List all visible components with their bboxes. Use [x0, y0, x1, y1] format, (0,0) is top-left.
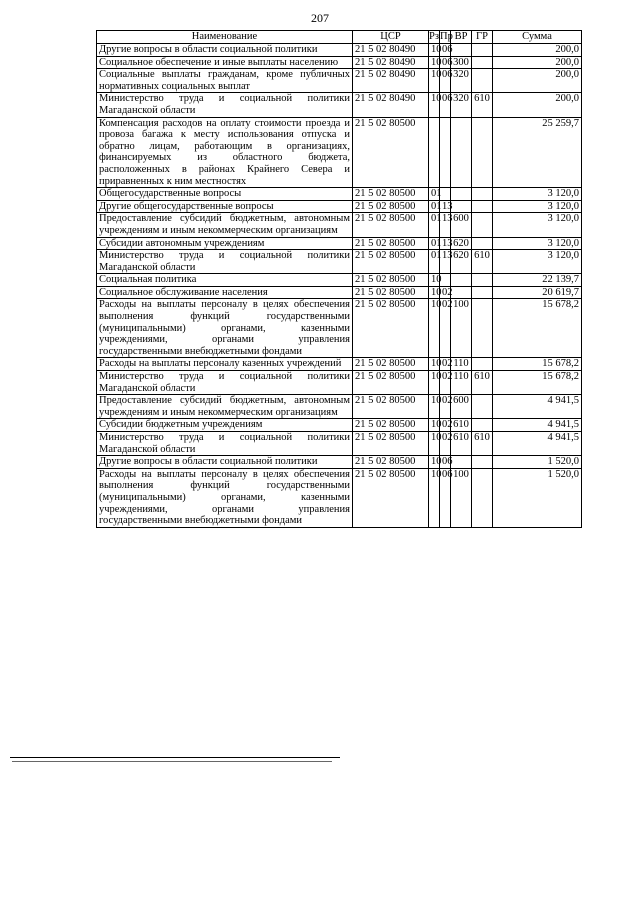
cell-csr: 21 5 02 80500: [353, 250, 429, 274]
cell-rz: 10: [429, 419, 440, 432]
cell-rz: 01: [429, 200, 440, 213]
table-row: [97, 69, 582, 93]
cell-gr: [472, 237, 493, 250]
cell-gr: [472, 213, 493, 237]
cell-rz: 10: [429, 468, 440, 527]
cell-pr: 06: [440, 456, 451, 469]
table-row: [97, 237, 582, 250]
cell-name: Социальные выплаты гражданам, кроме публичных нормативных социальных выплат: [97, 69, 353, 93]
cell-sum: 200,0: [493, 44, 582, 57]
cell-csr: 21 5 02 80500: [353, 200, 429, 213]
cell-name: Общегосударственные вопросы: [97, 188, 353, 201]
cell-name: Другие общегосударственные вопросы: [97, 200, 353, 213]
cell-vr: [451, 44, 472, 57]
cell-gr: [472, 69, 493, 93]
cell-pr: 02: [440, 432, 451, 456]
cell-vr: [451, 456, 472, 469]
cell-sum: 3 120,0: [493, 200, 582, 213]
cell-pr: 13: [440, 237, 451, 250]
cell-csr: 21 5 02 80500: [353, 371, 429, 395]
footer-rule-secondary: [12, 761, 332, 762]
cell-gr: [472, 419, 493, 432]
cell-vr: 620: [451, 250, 472, 274]
cell-csr: 21 5 02 80500: [353, 456, 429, 469]
cell-vr: [451, 117, 472, 188]
cell-pr: 06: [440, 468, 451, 527]
cell-sum: 200,0: [493, 93, 582, 117]
cell-rz: 01: [429, 250, 440, 274]
cell-rz: 10: [429, 286, 440, 299]
cell-rz: 10: [429, 93, 440, 117]
table-row: [97, 188, 582, 201]
header-rz: Рз: [429, 31, 439, 42]
cell-name: Министерство труда и социальной политики Магаданской области: [97, 250, 353, 274]
table-row: [97, 419, 582, 432]
cell-rz: 10: [429, 395, 440, 419]
cell-vr: [451, 274, 472, 287]
cell-gr: [472, 200, 493, 213]
cell-gr: [472, 358, 493, 371]
table-row: [97, 274, 582, 287]
footer-rule: [10, 757, 340, 758]
table-row: [97, 468, 582, 527]
cell-pr: 02: [440, 371, 451, 395]
cell-sum: 200,0: [493, 56, 582, 69]
cell-rz: 01: [429, 188, 440, 201]
cell-csr: 21 5 02 80500: [353, 117, 429, 188]
cell-gr: [472, 286, 493, 299]
cell-csr: 21 5 02 80490: [353, 44, 429, 57]
cell-gr: [472, 56, 493, 69]
cell-name: Субсидии бюджетным учреждениям: [97, 419, 353, 432]
cell-gr: [472, 44, 493, 57]
cell-vr: 620: [451, 237, 472, 250]
cell-csr: 21 5 02 80500: [353, 286, 429, 299]
table-row: [97, 358, 582, 371]
budget-table: [96, 30, 582, 528]
cell-name: Расходы на выплаты персоналу в целях обеспечения выполнения функций государственными (муниципальными) органами, казенными учреждениями, органами управления государственными внебюджетными фондами: [97, 299, 353, 358]
cell-name: Министерство труда и социальной политики Магаданской области: [97, 432, 353, 456]
cell-sum: 15 678,2: [493, 358, 582, 371]
cell-csr: 21 5 02 80490: [353, 69, 429, 93]
cell-pr: 13: [440, 213, 451, 237]
cell-csr: 21 5 02 80500: [353, 395, 429, 419]
cell-vr: 600: [451, 213, 472, 237]
cell-sum: 25 259,7: [493, 117, 582, 188]
table-row: [97, 250, 582, 274]
cell-name: Другие вопросы в области социальной политики: [97, 456, 353, 469]
cell-csr: 21 5 02 80500: [353, 299, 429, 358]
header-name: Наименование: [97, 31, 353, 44]
cell-sum: 4 941,5: [493, 419, 582, 432]
cell-name: Другие вопросы в области социальной политики: [97, 44, 353, 57]
cell-vr: [451, 200, 472, 213]
cell-sum: 20 619,7: [493, 286, 582, 299]
header-csr: ЦСР: [353, 31, 429, 44]
cell-vr: 110: [451, 371, 472, 395]
cell-sum: 1 520,0: [493, 468, 582, 527]
cell-rz: 10: [429, 299, 440, 358]
cell-gr: [472, 299, 493, 358]
cell-rz: 10: [429, 432, 440, 456]
cell-vr: 100: [451, 468, 472, 527]
cell-rz: 01: [429, 237, 440, 250]
table-row: [97, 456, 582, 469]
cell-csr: 21 5 02 80500: [353, 468, 429, 527]
cell-pr: 06: [440, 56, 451, 69]
cell-vr: 610: [451, 419, 472, 432]
cell-sum: 15 678,2: [493, 299, 582, 358]
cell-csr: 21 5 02 80500: [353, 274, 429, 287]
cell-pr: 13: [440, 250, 451, 274]
cell-vr: [451, 188, 472, 201]
table-row: [97, 117, 582, 188]
cell-csr: 21 5 02 80500: [353, 432, 429, 456]
cell-rz: 10: [429, 274, 440, 287]
cell-gr: [472, 456, 493, 469]
cell-vr: 610: [451, 432, 472, 456]
cell-gr: 610: [472, 432, 493, 456]
cell-gr: 610: [472, 93, 493, 117]
cell-gr: [472, 274, 493, 287]
cell-sum: 3 120,0: [493, 213, 582, 237]
cell-sum: 1 520,0: [493, 456, 582, 469]
page-number: 207: [311, 11, 329, 25]
cell-rz: 10: [429, 456, 440, 469]
cell-vr: 100: [451, 299, 472, 358]
cell-rz: 10: [429, 358, 440, 371]
cell-vr: 300: [451, 56, 472, 69]
cell-sum: 15 678,2: [493, 371, 582, 395]
cell-name: Социальное обслуживание населения: [97, 286, 353, 299]
cell-rz: 10: [429, 44, 440, 57]
cell-name: Социальная политика: [97, 274, 353, 287]
cell-gr: [472, 188, 493, 201]
cell-csr: 21 5 02 80490: [353, 93, 429, 117]
cell-pr: 02: [440, 395, 451, 419]
cell-pr: 02: [440, 299, 451, 358]
cell-rz: [429, 117, 440, 188]
cell-rz: 10: [429, 56, 440, 69]
cell-name: Социальное обеспечение и иные выплаты населению: [97, 56, 353, 69]
table-row: [97, 44, 582, 57]
cell-vr: 320: [451, 69, 472, 93]
cell-pr: 02: [440, 419, 451, 432]
header-pr: Пр: [440, 31, 453, 42]
table-body: [97, 44, 582, 528]
header-gr: ГР: [472, 31, 493, 44]
cell-rz: 01: [429, 213, 440, 237]
header-sum: Сумма: [493, 31, 582, 44]
cell-name: Министерство труда и социальной политики Магаданской области: [97, 93, 353, 117]
cell-gr: [472, 395, 493, 419]
cell-gr: 610: [472, 371, 493, 395]
table-row: [97, 371, 582, 395]
table-row: [97, 213, 582, 237]
cell-name: Предоставление субсидий бюджетным, автономным учреждениям и иным некоммерческим организациям: [97, 213, 353, 237]
cell-gr: [472, 117, 493, 188]
table-row: [97, 395, 582, 419]
cell-pr: 02: [440, 358, 451, 371]
cell-sum: 22 139,7: [493, 274, 582, 287]
cell-rz: 10: [429, 371, 440, 395]
cell-sum: 4 941,5: [493, 395, 582, 419]
cell-sum: 4 941,5: [493, 432, 582, 456]
cell-vr: 600: [451, 395, 472, 419]
cell-csr: 21 5 02 80500: [353, 358, 429, 371]
table-row: [97, 56, 582, 69]
cell-csr: 21 5 02 80500: [353, 188, 429, 201]
cell-gr: 610: [472, 250, 493, 274]
cell-csr: 21 5 02 80490: [353, 56, 429, 69]
cell-sum: 200,0: [493, 69, 582, 93]
cell-name: Компенсация расходов на оплату стоимости проезда и провоза багажа к месту использования отпуска и обратно лицам, работающим в организациях, финансируемых из областного бюджета, расположенных в районах Крайнего Севера и приравненных к ним местностях: [97, 117, 353, 188]
cell-name: Предоставление субсидий бюджетным, автономным учреждениям и иным некоммерческим организациям: [97, 395, 353, 419]
cell-name: Расходы на выплаты персоналу казенных учреждений: [97, 358, 353, 371]
cell-name: Расходы на выплаты персоналу в целях обеспечения выполнения функций государственными (муниципальными) органами, казенными учреждениями, органами управления государственными внебюджетными фондами: [97, 468, 353, 527]
cell-sum: 3 120,0: [493, 188, 582, 201]
cell-pr: [440, 117, 451, 188]
table-row: [97, 299, 582, 358]
cell-sum: 3 120,0: [493, 237, 582, 250]
cell-vr: [451, 286, 472, 299]
table-row: [97, 432, 582, 456]
cell-csr: 21 5 02 80500: [353, 213, 429, 237]
cell-pr: 06: [440, 44, 451, 57]
table-row: [97, 200, 582, 213]
table-row: [97, 93, 582, 117]
cell-csr: 21 5 02 80500: [353, 419, 429, 432]
cell-vr: 320: [451, 93, 472, 117]
cell-pr: 02: [440, 286, 451, 299]
header-vr: ВР: [451, 31, 472, 44]
cell-rz: 10: [429, 69, 440, 93]
cell-sum: 3 120,0: [493, 250, 582, 274]
cell-name: Министерство труда и социальной политики Магаданской области: [97, 371, 353, 395]
cell-name: Субсидии автономным учреждениям: [97, 237, 353, 250]
table-row: [97, 286, 582, 299]
cell-pr: 06: [440, 93, 451, 117]
cell-pr: 06: [440, 69, 451, 93]
cell-pr: 13: [440, 200, 451, 213]
cell-vr: 110: [451, 358, 472, 371]
cell-csr: 21 5 02 80500: [353, 237, 429, 250]
table-header-row: [97, 31, 582, 44]
cell-gr: [472, 468, 493, 527]
